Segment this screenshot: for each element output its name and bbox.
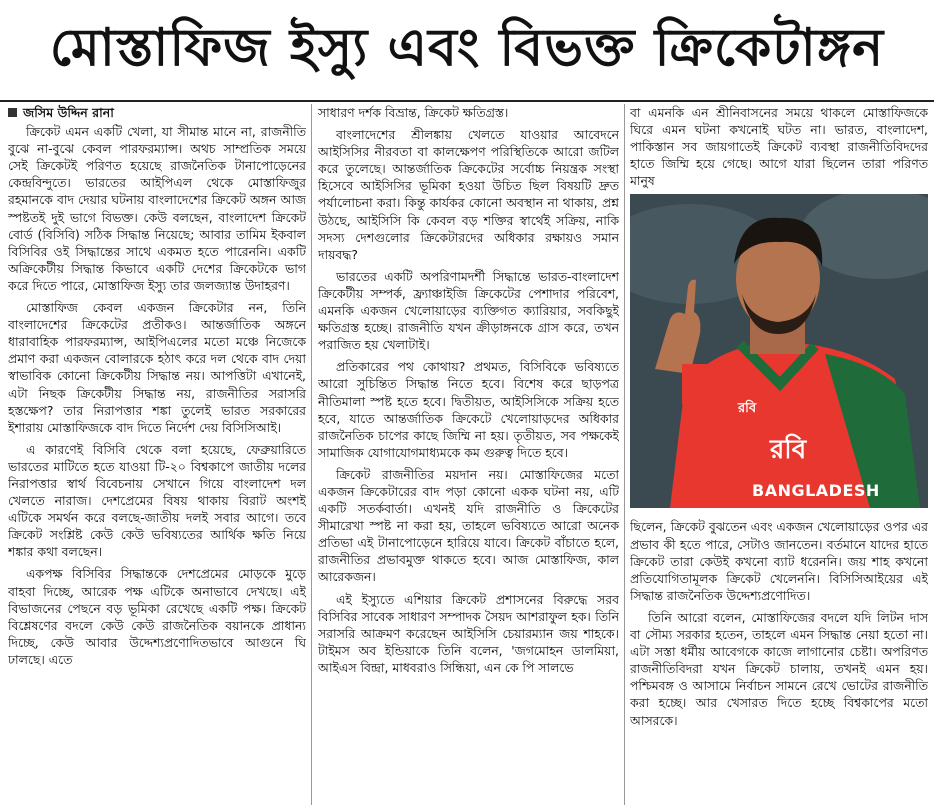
headline: মোস্তাফিজ ইস্যু এবং বিভক্ত ক্রিকেটাঙ্গন	[0, 0, 934, 102]
column-divider	[624, 104, 625, 805]
paragraph: এ কারণেই বিসিবি থেকে বলা হয়েছে, ফেব্রুয়ারিতে ভারতের মাটিতে হতে যাওয়া টি-২০ বিশ্বকাপে জাতীয় দলের নিরাপত্তার স্বার্থ বিবেচনায় সেখানে গিয়ে বাংলাদেশ দল খেলতে নারাজ। দেশপ্রেমের বিষয় থাকায় বিরাট অংশই এটিকে সমর্থন করে বলছে-জাতীয় দলই সবার আগে। তবে ক্রিকেট সংশ্লিষ্ট কেউ কেউ ভবিষ্যতের আর্থিক ক্ষতি নিয়ে শঙ্কার কথা বলছেন।	[8, 441, 306, 560]
article-column-1	[8, 104, 306, 805]
paragraph: প্রতিকারের পথ কোথায়? প্রথমত, বিসিবিকে ভবিষ্যতে আরো সুচিন্তিত সিদ্ধান্ত নিতে হবে। বিশেষ করে ছাড়পত্র নীতিমালা স্পষ্ট হতে হবে। দ্বিতীয়ত, আইসিসিকে সক্রিয় হতে হবে, যাতে আন্তর্জাতিক ক্রিকেটে খেলোয়াড়দের অধিকার রাজনৈতিক চাপের কাছে জিম্মি না হয়। তৃতীয়ত, সব পক্ষকেই সামাজিক যোগাযোগমাধ্যমকে কম গুরুত্ব দিতে হবে।	[318, 359, 619, 460]
paragraph: তিনি আরো বলেন, মোস্তাফিজের বদলে যদি লিটন দাস বা সৌম্য সরকার হতেন, তাহলে এমন সিদ্ধান্ত নেয়া হতো না। এটা সস্তা ধর্মীয় আবেগকে কাজে লাগানোর চেষ্টা। অপরিণত রাজনীতিবিদরা যখন ক্রিকেট চালায়, তখনই এমন হয়। পশ্চিমবঙ্গ ও আসামে নির্বাচন সামনে রেখে ভোটের রাজনীতি করা হচ্ছে। আর খেসারত দিতে হচ্ছে বিশ্বকাপের মতো আসরকে।	[630, 609, 928, 728]
paragraph: ভারতের একটি অপরিণামদর্শী সিদ্ধান্তে ভারত-বাংলাদেশ ক্রিকেটীয় সম্পর্ক, ফ্র্যাঞ্চাইজি ক্রিকেটের পেশাদার পরিবেশ, এমনকি একজন খেলোয়াড়ের ব্যক্তিগত ক্যারিয়ার, সবকিছুই ক্ষতিগ্রস্ত হচ্ছে। রাজনীতি যখন ক্রীড়াঙ্গনকে গ্রাস করে, তখন পরাজিত হয় খেলাটাই।	[318, 268, 619, 353]
author-name: জসিম উদ্দিন রানা	[23, 105, 114, 120]
paragraph: বা এমনকি এন শ্রীনিবাসনের সময়ে থাকলে মোস্তাফিজকে ঘিরে এমন ঘটনা কখনোই ঘটত না। ভারত, বাংলাদেশ, পাকিস্তান সব জায়গাতেই ক্রিকেট ব্যবস্থা রাজনীতিবিদদের হাতে জিম্মি হয়ে গেছে। আগে যারা ছিলেন তারা পরিণত মানুষ	[630, 105, 928, 189]
sponsor-logo: রবি	[770, 435, 807, 466]
article-column-2	[318, 104, 619, 805]
paragraph: একপক্ষ বিসিবির সিদ্ধান্তকে দেশপ্রেমের মোড়কে মুড়ে বাহবা দিচ্ছে, আরেক পক্ষ এটিকে অনাভাবে দেখছে। এই বিভাজনের পেছনে বড় ভূমিকা রেখেছে একটি পক্ষ। ক্রিকেট বিশ্লেষণের বদলে কেউ কেউ রাজনৈতিক বয়ানকে প্রাধান্য দিচ্ছে, কেউ আবার উদ্দেশ্যপ্রণোদিতভাবে আগুনে ঘি ঢালছে। এতে	[8, 566, 306, 667]
byline	[8, 104, 306, 121]
paragraph: ছিলেন, ক্রিকেট বুঝতেন এবং একজন খেলোয়াড়ের ওপর এর প্রভাব কী হতে পারে, সেটাও জানতেন। বর্তমানে যাদের হাতে ক্রিকেট তারা কেউই কখনো ব্যাট ধরেননি। জয় শাহ কখনো প্রতিযোগিতামূলক ক্রিকেট খেলেননি। বিসিসিআইয়ের এই সিদ্ধান্ত রাজনৈতিক উদ্দেশ্যপ্রণোদিত।	[630, 519, 928, 603]
paragraph: মোস্তাফিজ কেবল একজন ক্রিকেটার নন, তিনি বাংলাদেশের ক্রিকেটের প্রতীকও। আন্তর্জাতিক অঙ্গনে ধারাবাহিক পারফরম্যান্স, আইপিএলের মতো মঞ্চে নিজেকে প্রমাণ করা একজন বোলারকে হঠাৎ করে দল থেকে বাদ দেয়া স্বাভাবিক কোনো ক্রিকেটীয় সিদ্ধান্ত নয়। আপত্তিটা এখানেই, এটা নিছক ক্রিকেটীয় সিদ্ধান্ত নয়, রাজনীতির সরাসরি হস্তক্ষেপ? তার নিরাপত্তার শঙ্কা তুলেই ভারত সরকারের ইশারায় মোস্তাফিজকে বাদ দিতে নির্দেশ দেয় বিসিসিআই।	[8, 300, 306, 435]
paragraph: সাধারণ দর্শক বিভ্রান্ত, ক্রিকেট ক্ষতিগ্রস্ত।	[318, 105, 509, 120]
paragraph: এই ইস্যুতে এশিয়ার ক্রিকেট প্রশাসনের বিরুদ্ধে সরব বিসিবির সাবেক সাধারণ সম্পাদক সৈয়দ আশরাফুল হক। তিনি সরাসরি আক্রমণ করেছেন আইসিসি চেয়ারম্যান জয় শাহকে। টাইমস অব ইন্ডিয়াকে তিনি বলেন, 'জগমোহন ডালমিয়া, আইএস বিন্দ্রা, মাধবরাও সিন্ধিয়া, এন কে পি সালভে	[318, 591, 619, 675]
jersey-text: BANGLADESH	[752, 481, 880, 501]
square-bullet-icon	[8, 108, 17, 117]
paragraph: বাংলাদেশের শ্রীলঙ্কায় খেলতে যাওয়ার আবেদনে আইসিসির নীরবতা বা কালক্ষেপণ পরিস্থিতিকে আরো জটিল করে তুলেছে। আন্তর্জাতিক ক্রিকেটের সর্বোচ্চ নিয়ন্ত্রক সংস্থা হিসেবে আইসিসির ভূমিকা হওয়া উচিত ছিল বিষয়টি দ্রুত পর্যালোচনা করা। কিন্তু কার্যকর কোনো অবস্থান না থাকায়, প্রশ্ন উঠছে, আইসিসি কি কেবল বড় শক্তির স্বার্থেই সক্রিয়, নাকি সদস্য দেশগুলোর ক্রিকেটারদের অধিকার রক্ষায়ও সমান দায়বদ্ধ?	[318, 127, 619, 262]
badge-text: রবি	[738, 401, 757, 417]
column-divider	[311, 104, 312, 805]
paragraph: ক্রিকেট রাজনীতির ময়দান নয়। মোস্তাফিজের মতো একজন ক্রিকেটারের বাদ পড়া কোনো একক ঘটনা নয়, এটি একটি সতর্কবার্তা। এখনই যদি রাজনীতি ও ক্রিকেটের সীমারেখা স্পষ্ট না করা হয়, তাহলে ভবিষ্যতে আরো অনেক প্রতিভা এই টানাপোড়েনে হারিয়ে যাবে। ক্রিকেট বাঁচাতে হলে, রাজনীতির প্রভাবমুক্ত থাকতে হবে। আজ মোস্তাফিজ, কাল আরেকজন।	[318, 466, 619, 585]
paragraph: ক্রিকেট এমন একটি খেলা, যা সীমান্ত মানে না, রাজনীতি বুঝে না-বুঝে কেবল পারফরম্যান্স। অথচ সাম্প্রতিক সময়ে সেই ক্রিকেটই পরিণত হয়েছে রাজনৈতিক টানাপোড়েনের কেন্দ্রবিন্দুতে। ভারতের আইপিএল থেকে মোস্তাফিজুর রহমানকে বাদ দেয়ার ঘটনায় বাংলাদেশের ক্রিকেট অঙ্গন আজ স্পষ্টতই দুই ভাগে বিভক্ত। কেউ বলছেন, বাংলাদেশ ক্রিকেট বোর্ড (বিসিবি) সঠিক সিদ্ধান্ত নিয়েছে; আবার তামিম ইকবাল বিসিবির ওই সিদ্ধান্তের সাথে একমত হতে পারেননি। একটি অক্রিকেটীয় সিদ্ধান্ত কিভাবে একটি দেশের ক্রিকেটকে ভাগ করে দিতে পারে, মোস্তাফিজ ইস্যু তার জলজ্যান্ত উদাহরণ।	[8, 124, 306, 293]
article-column-3	[630, 104, 928, 805]
player-photo	[630, 194, 928, 508]
